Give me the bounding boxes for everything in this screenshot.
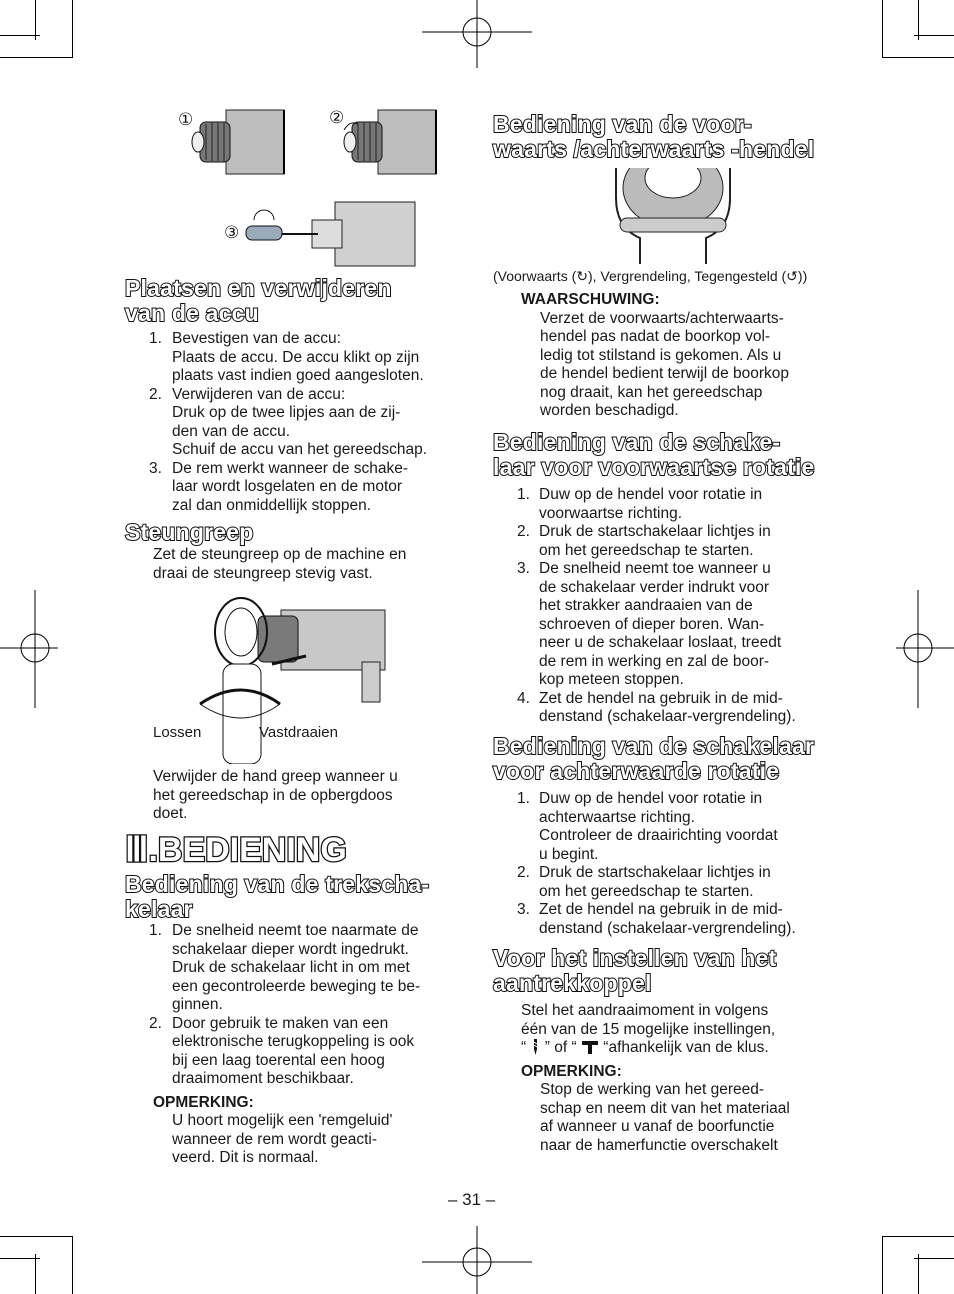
list-item [125,330,462,386]
item-line: Druk de startschakelaar lichtjes in [539,864,771,881]
section-lever [493,112,829,162]
text-line: het gereedschap in de opbergdoos [153,786,393,804]
item-line: het strakker aandraaien van de [539,597,753,614]
list-item [493,690,829,727]
quote-mid: ” of “ [544,1039,577,1056]
section-title-grip: Steungreep [125,519,254,545]
item-line: Druk op de twee lipjes aan de zij- [172,404,401,421]
section-forward [493,430,829,727]
quote-close: “afhankelijk van de klus. [603,1039,769,1056]
list-item [493,560,829,690]
grip-text [125,546,462,583]
item-line: schakelaar dieper wordt ingedrukt. [172,940,409,958]
item-line: u begint. [539,845,599,863]
title-line: Voor het instellen van het [493,945,777,971]
item-line: Druk de schakelaar licht in om met [172,959,410,976]
item-line: Zet de hendel na gebruik in de mid- [539,689,783,707]
text-line: Stel het aandraaimoment in volgens [521,1002,769,1019]
paragraph [125,768,462,824]
title-line: voor achterwaarde rotatie [493,758,780,784]
chapter-name: BEDIENING [157,831,347,869]
item-number: 3. [149,459,162,477]
item-line: kop meteen stoppen. [539,671,684,688]
lever-warning [493,291,829,421]
item-number: 1. [517,790,530,807]
item-line: een gecontroleerde beweging te be- [172,977,421,995]
title-line: waarts /achterwaarts -hendel [493,136,815,162]
title-line: aantrekkoppel [493,970,652,996]
item-number: 1. [517,486,530,503]
text-line: nog draait, kan het gereedschap [540,383,763,401]
text-line: worden beschadigd. [540,402,679,419]
text-line: naar de hamerfunctie overschakelt [540,1136,778,1154]
item-line: denstand (schakelaar-vergrendeling). [539,919,796,937]
item-line: elektronische terugkoppeling is ook [172,1033,415,1050]
text-line: één van de 15 mogelijke instellingen, [521,1020,776,1038]
text-line: veerd. Dit is normaal. [172,1149,319,1166]
text-line: de hendel bedient terwijl de boorkop [540,365,790,382]
title-line: Bediening van de schakelaar [493,733,815,759]
registration-mark-right [894,590,954,710]
text-line: hendel pas nadat de boorkop vol- [540,328,771,345]
item-number: 2. [149,385,162,403]
list-item [493,864,829,901]
title-line: kelaar [125,896,193,922]
text-line: doet. [153,805,188,822]
section-reverse [493,734,829,938]
chapter-title [125,832,462,868]
item-line: Plaats de accu. De accu klikt op zijn [172,348,420,366]
list-item [493,523,829,560]
item-line: de schakelaar verder indrukt voor [539,578,770,596]
section-grip [125,520,462,583]
title-line: Plaatsen en verwijderen [125,275,392,301]
section-trigger [125,872,462,1168]
screwdriver-drill-illustration [240,198,420,270]
drill-chuck-illustration-2 [342,108,438,176]
page-number: – 31 – [448,1190,496,1209]
title-line: laar voor voorwaartse rotatie [493,454,815,480]
label-loosen: Lossen [153,724,202,741]
section-title-clutch [493,946,829,996]
item-line: voorwaartse richting. [539,504,683,522]
list-item [125,460,462,516]
note-label: OPMERKING: [521,1062,622,1080]
item-line: Duw op de hendel voor rotatie in [539,486,763,503]
hammer-icon [581,1040,599,1054]
item-line: Druk de startschakelaar lichtjes in [539,523,771,540]
item-line: De snelheid neemt toe wanneer u [539,560,771,577]
item-line: om het gereedschap te starten. [539,541,754,559]
text-line: U hoort mogelijk een 'remgeluid' [172,1112,393,1129]
marker-2: ② [329,108,345,127]
section-title-battery [125,276,462,326]
item-line: achterwaartse richting. [539,808,695,826]
note-label: OPMERKING: [153,1093,254,1111]
battery-list [125,330,462,515]
item-line: Duw op de hendel voor rotatie in [539,790,763,807]
item-line: plaats vast indien goed aangesloten. [172,367,424,384]
registration-mark-bottom [420,1226,535,1294]
section-title-lever [493,112,829,162]
list-item [493,486,829,523]
section-title-forward [493,430,829,480]
item-line: laar wordt losgelaten en de motor [172,478,403,495]
item-line: De snelheid neemt toe naarmate de [172,922,419,939]
chapter-heading [125,832,462,868]
list-item [125,922,462,1015]
item-number: 2. [517,523,530,540]
item-number: 1. [149,330,162,347]
section-clutch [493,946,829,1155]
item-line: om het gereedschap te starten. [539,882,754,900]
item-line: neer u de schakelaar loslaat, treedt [539,634,782,651]
lever-illustration [610,168,736,264]
item-line: Schuif de accu van het gereedschap. [172,441,428,458]
section-title-reverse [493,734,829,784]
text-line: Zet de steungreep op de machine en [153,546,407,563]
item-line: Door gebruik te maken van een [172,1014,389,1032]
registration-mark-top [420,0,535,70]
item-number: 4. [517,689,530,707]
text-line: ledig tot stilstand is gekomen. Als u [540,346,782,364]
trigger-list [125,922,462,1089]
text-line: af wanneer u vanaf de boorfunctie [540,1118,775,1135]
section-title-trigger [125,872,462,922]
clutch-text [493,1002,829,1058]
list-item [493,790,829,864]
reverse-list [493,790,829,938]
quote-open: “ [521,1039,527,1056]
warning-text [493,310,829,421]
label-tighten: Vastdraaien [259,724,338,741]
title-line: Bediening van de schake- [493,429,781,455]
item-number: 2. [149,1014,162,1032]
item-line: de rem in werking en zal de boor- [539,652,770,670]
warning-label: WAARSCHUWING: [521,291,660,308]
item-number: 2. [517,864,530,881]
section-battery [125,276,462,515]
list-item [125,386,462,460]
item-line: den van de accu. [172,422,291,440]
item-number: 3. [517,901,530,918]
item-line: Controleer de draairichting voordat [539,827,778,844]
item-line: schroeven of dieper boren. Wan- [539,615,765,633]
text-line: Verwijder de hand greep wanneer u [153,768,398,785]
item-line: denstand (schakelaar-vergrendeling). [539,708,796,725]
drill-bit-icon [530,1039,540,1055]
clutch-note-text [493,1081,829,1155]
title-line: Bediening van de voor- [493,111,752,137]
item-line: Verwijderen van de accu: [172,385,346,403]
item-number: 3. [517,560,530,577]
text-line: Stop de werking van het gereed- [540,1081,765,1098]
marker-3: ③ [224,223,240,242]
title-line: van de accu [125,300,259,326]
text-line: wanneer de rem wordt geacti- [172,1130,378,1148]
list-item [125,1015,462,1089]
item-number: 1. [149,922,162,939]
registration-mark-left [0,590,60,710]
forward-list [493,486,829,727]
list-item [493,901,829,938]
item-line: zal dan onmiddellijk stoppen. [172,496,372,514]
item-line: bij een laag toerental een hoog [172,1051,385,1069]
item-line: ginnen. [172,996,223,1013]
text-line [521,1039,829,1058]
text-line: schap en neem dit van het materiaal [540,1099,790,1117]
item-line: Bevestigen van de accu: [172,330,341,347]
title-line: Bediening van de trekscha- [125,871,430,897]
drill-chuck-illustration-1 [190,108,286,176]
chapter-roman: Ⅲ. [125,831,158,869]
text-line: Verzet de voorwaarts/achterwaarts- [540,309,784,327]
grip-remove-text [125,768,462,824]
note-text [125,1112,462,1168]
marker-1: ① [178,110,194,129]
text-line: draai de steungreep stevig vast. [153,564,373,582]
lever-caption: (Voorwaarts (↻), Vergrendeling, Tegengesteld (↺)) [493,268,808,284]
item-line: draaimoment beschikbaar. [172,1070,354,1087]
item-line: De rem werkt wanneer de schake- [172,459,409,477]
item-line: Zet de hendel na gebruik in de mid- [539,901,783,918]
